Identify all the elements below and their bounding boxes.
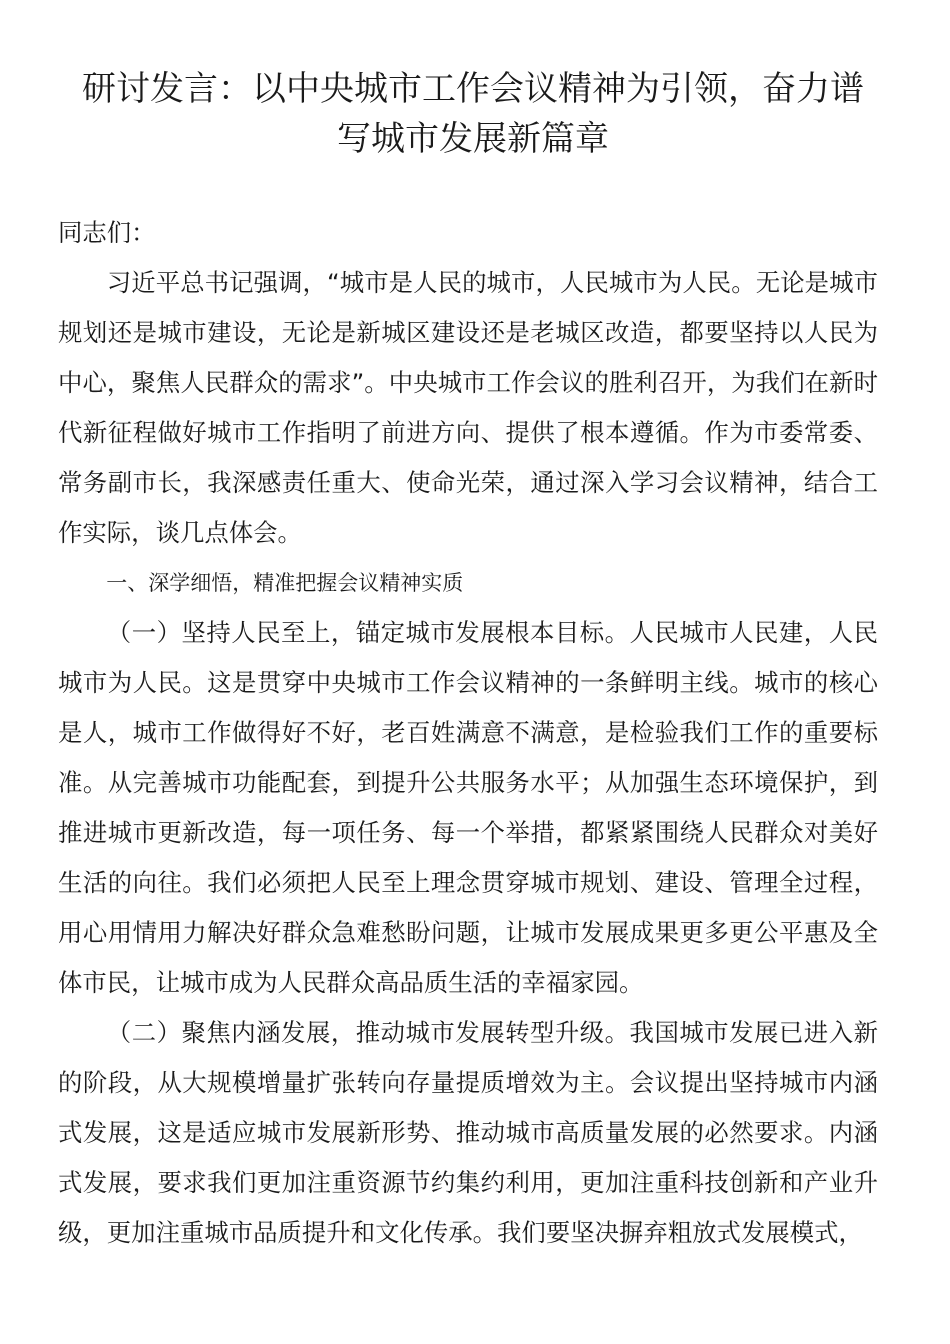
section-heading-1: 一、深学细悟，精准把握会议精神实质 [106, 571, 464, 595]
paragraph-intro: 习近平总书记强调，“城市是人民的城市，人民城市为人民。无论是城市规划还是城市建设，无论是新城区建设还是老城区改造，都要坚持以人民为中心，聚焦人民群众的需求”。中央城市工作会议的胜利召开，为我们在新时代新征程做好城市工作指明了前进方向、提供了根本遵循。作为市委常委、常务副市长，我深感责任重大、使命光荣，通过深入学习会议精神，结合工作实际，谈几点体会。 [58, 268, 878, 547]
paragraph-subsection-1: （一）坚持人民至上，锚定城市发展根本目标。人民城市人民建，人民城市为人民。这是贯穿中央城市工作会议精神的一条鲜明主线。城市的核心是人，城市工作做得好不好，老百姓满意不满意，是检验我们工作的重要标准。从完善城市功能配套，到提升公共服务水平；从加强生态环境保护，到推进城市更新改造，每一项任务、每一个举措，都紧紧围绕人民群众对美好生活的向往。我们必须把人民至上理念贯穿城市规划、建设、管理全过程，用心用情用力解决好群众急难愁盼问题，让城市发展成果更多更公平惠及全体市民，让城市成为人民群众高品质生活的幸福家园。 [58, 618, 878, 997]
paragraph-subsection-2: （二）聚焦内涵发展，推动城市发展转型升级。我国城市发展已进入新的阶段，从大规模增量扩张转向存量提质增效为主。会议提出坚持城市内涵式发展，这是适应城市发展新形势、推动城市高质量发展的必然要求。内涵式发展，要求我们更加注重资源节约集约利用，更加注重科技创新和产业升级，更加注重城市品质提升和文化传承。我们要坚决摒弃粗放式发展模式， [58, 1018, 878, 1247]
document-body [58, 208, 878, 1258]
salutation: 同志们： [58, 218, 156, 247]
document-title: 研讨发言：以中央城市工作会议精神为引领，奋力谱写城市发展新篇章 [82, 69, 864, 159]
